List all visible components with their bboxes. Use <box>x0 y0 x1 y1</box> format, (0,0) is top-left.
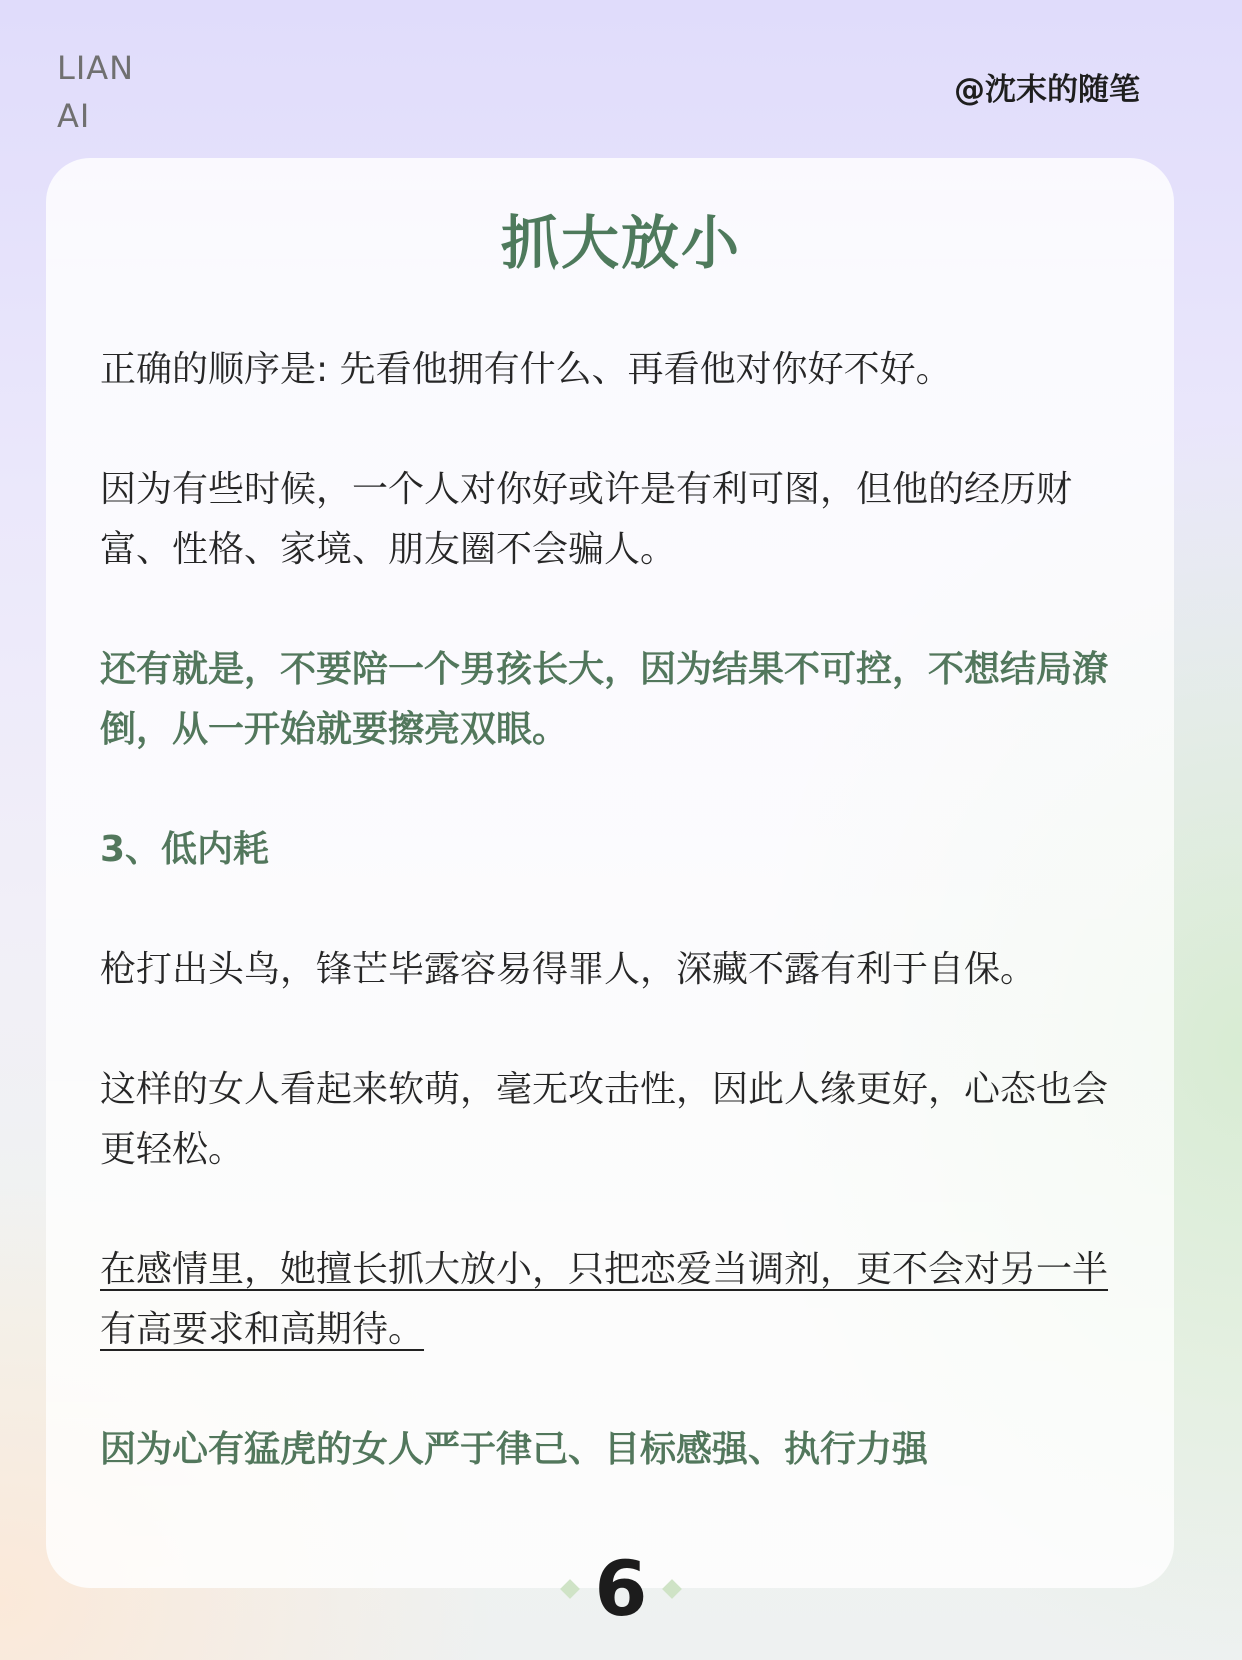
paragraph-reason: 因为有些时候，一个人对你好或许是有利可图，但他的经历财富、性格、家境、朋友圈不会骗人。 <box>100 469 1073 570</box>
diamond-left-icon <box>560 1579 580 1599</box>
paragraph-underlined <box>100 1240 1142 1360</box>
paragraph-low-profile: 枪打出头鸟，锋芒毕露容易得罪人，深藏不露有利于自保。 <box>100 949 1037 990</box>
section-heading: 3、低内耗 <box>100 829 270 870</box>
diamond-right-icon <box>663 1579 683 1599</box>
paragraph-soft-cute: 这样的女人看起来软萌，毫无攻击性，因此人缘更好，心态也会更轻松。 <box>100 1069 1109 1170</box>
brand-line-1: LIAN <box>57 49 135 87</box>
brand-logo <box>57 44 134 140</box>
paragraph-highlight-closing: 因为心有猛虎的女人严于律己、目标感强、执行力强 <box>100 1429 929 1470</box>
page-number: 6 <box>594 1544 648 1633</box>
page-indicator <box>0 1544 1242 1634</box>
paragraph-highlight-advice: 还有就是，不要陪一个男孩长大，因为结果不可控，不想结局潦倒，从一开始就要擦亮双眼。 <box>100 649 1109 750</box>
underlined-text: 在感情里，她擅长抓大放小，只把恋爱当调剂，更不会对另一半有高要求和高期待。 <box>100 1249 1109 1350</box>
paragraph-order: 正确的顺序是: 先看他拥有什么、再看他对你好不好。 <box>100 349 952 390</box>
page-title: 抓大放小 <box>500 209 741 277</box>
author-handle: @沈末的随笔 <box>954 72 1140 108</box>
brand-line-2: AI <box>57 97 91 135</box>
